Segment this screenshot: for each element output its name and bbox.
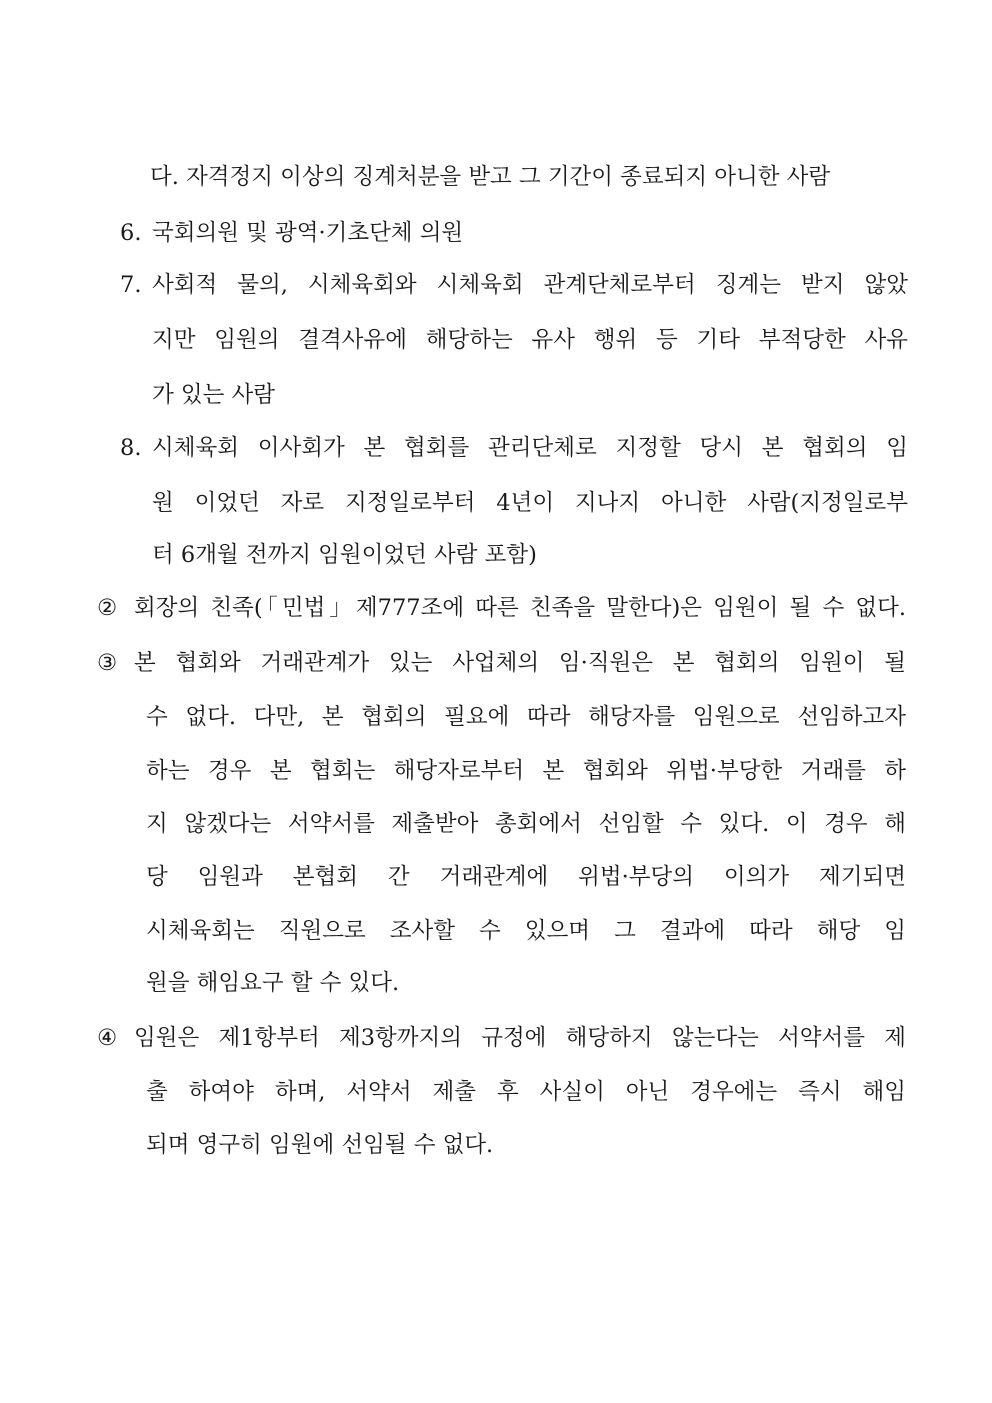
para-4-line-2: 출 하여야 하며, 서약서 제출 후 사실이 아닌 경우에는 즉시 해임 [146, 1079, 906, 1105]
para-4-line-3: 되며 영구히 임원에 선임될 수 없다. [146, 1132, 494, 1158]
item-8-line-2: 원 이었던 자로 지정일로부터 4년이 지나지 아니한 사람(지정일로부 [152, 490, 908, 516]
para-3-line-3: 하는 경우 본 협회는 해당자로부터 본 협회와 위법·부당한 거래를 하 [146, 758, 906, 784]
para-4-marker: ④ [97, 1025, 118, 1051]
item-8-marker: 8. [120, 435, 142, 461]
item-8-line-1: 시체육회 이사회가 본 협회를 관리단체로 지정할 당시 본 협회의 임 [152, 435, 908, 461]
item-7-line-2: 지만 임원의 결격사유에 해당하는 유사 행위 등 기타 부적당한 사유 [152, 327, 908, 353]
para-3-line-5: 당 임원과 본협회 간 거래관계에 위법·부당의 이의가 제기되면 [146, 864, 906, 890]
item-6-marker: 6. [120, 220, 142, 246]
item-7-line-3: 가 있는 사람 [152, 382, 275, 408]
para-3-line-1: 본 협회와 거래관계가 있는 사업체의 임·직원은 본 협회의 임원이 될 [134, 650, 906, 676]
item-8-line-3: 터 6개월 전까지 임원이었던 사람 포함) [152, 542, 537, 568]
item-da-line-1: 다. 자격정지 이상의 징계처분을 받고 그 기간이 종료되지 아니한 사람 [150, 164, 831, 190]
item-7-marker: 7. [120, 272, 142, 298]
para-3-line-6: 시체육회는 직원으로 조사할 수 있으며 그 결과에 따라 해당 임 [146, 918, 906, 944]
para-2-marker: ② [97, 595, 118, 621]
para-3-line-7: 원을 해임요구 할 수 있다. [146, 970, 400, 996]
item-6-line-1: 국회의원 및 광역·기초단체 의원 [152, 220, 464, 246]
item-7-line-1: 사회적 물의, 시체육회와 시체육회 관계단체로부터 징계는 받지 않았 [152, 272, 908, 298]
para-2-line-1: 회장의 친족(「민법」제777조에 따른 친족을 말한다)은 임원이 될 수 없다. [134, 595, 906, 621]
para-3-line-2: 수 없다. 다만, 본 협회의 필요에 따라 해당자를 임원으로 선임하고자 [146, 704, 906, 730]
para-4-line-1: 임원은 제1항부터 제3항까지의 규정에 해당하지 않는다는 서약서를 제 [134, 1025, 906, 1051]
para-3-marker: ③ [97, 650, 118, 676]
para-3-line-4: 지 않겠다는 서약서를 제출받아 총회에서 선임할 수 있다. 이 경우 해 [146, 811, 906, 837]
